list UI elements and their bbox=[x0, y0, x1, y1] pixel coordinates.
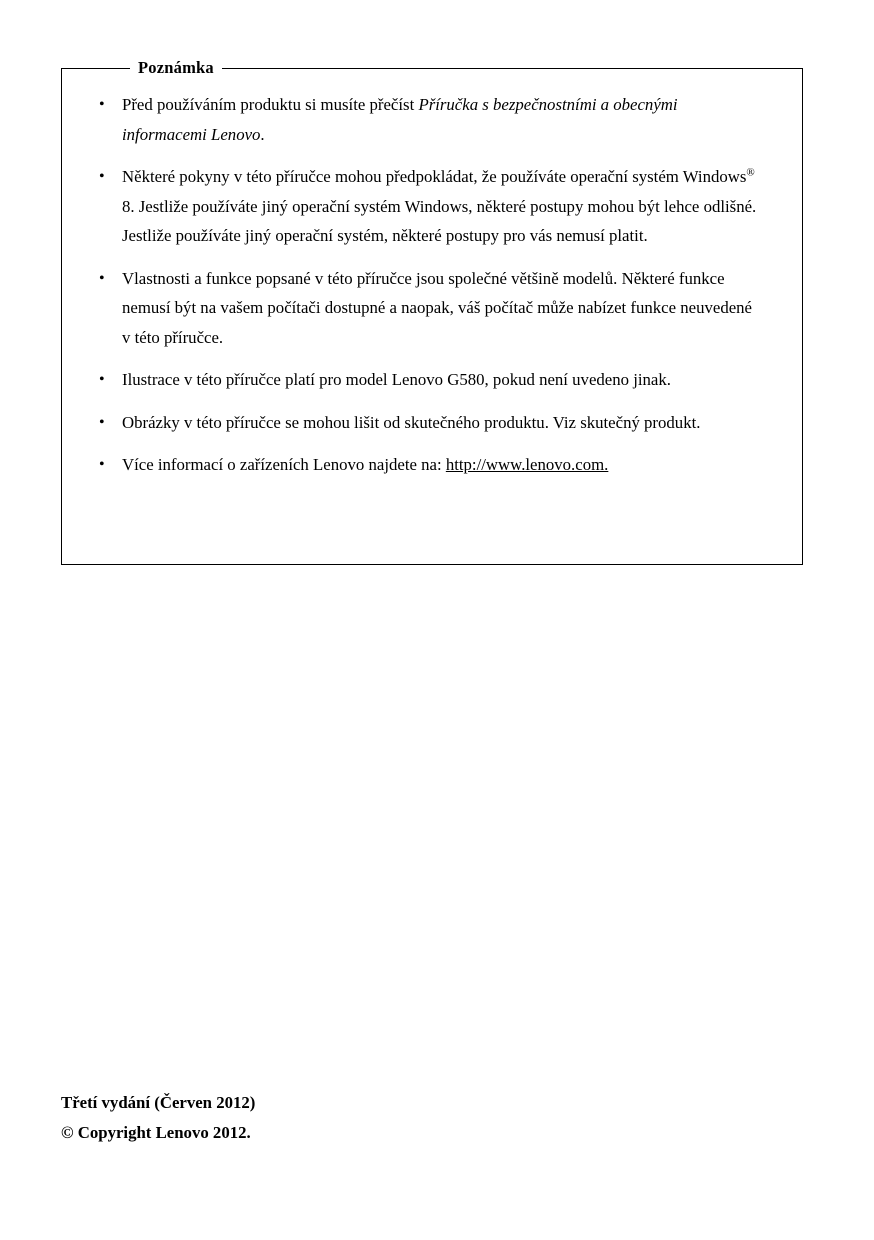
list-item bbox=[89, 365, 763, 395]
note-list bbox=[89, 90, 763, 480]
body-text: Obrázky v této příručce se mohou lišit od skutečného produktu. Viz skutečný produkt. bbox=[122, 412, 701, 432]
list-item bbox=[89, 408, 763, 438]
body-text: Vlastnosti a funkce popsané v této příručce jsou společné většině modelů. Některé funkce nemusí být na vašem počítači dostupné a naopak, váš počítač může nabízet funkce neuvedené v této příručce. bbox=[122, 268, 752, 347]
body-text: Některé pokyny v této příručce mohou předpokládat, že používáte operační systém Windows bbox=[122, 167, 747, 186]
body-text: Více informací o zařízeních Lenovo najdete na: bbox=[122, 455, 446, 474]
list-item bbox=[89, 264, 763, 353]
body-text: 8. Jestliže používáte jiný operační systém Windows, některé postupy mohou být lehce odlišné. Jestliže používáte jiný operační systém, některé postupy pro vás nemusí platit. bbox=[122, 196, 757, 245]
copyright-text: © Copyright Lenovo 2012. bbox=[61, 1123, 251, 1142]
footer-block bbox=[61, 1088, 255, 1148]
edition-text: Třetí vydání (Červen 2012) bbox=[61, 1093, 256, 1112]
emphasis-text: Příručka s bezpečnostními a obecnými informacemi Lenovo bbox=[122, 95, 678, 144]
body-text: Ilustrace v této příručce platí pro model Lenovo G580, pokud není uvedeno jinak. bbox=[122, 370, 671, 389]
list-item bbox=[89, 162, 763, 251]
list-item bbox=[89, 90, 763, 149]
body-text: Před používáním produktu si musíte přečíst bbox=[122, 95, 419, 114]
lenovo-website-link[interactable]: http://www.lenovo.com. bbox=[445, 455, 609, 474]
note-content bbox=[61, 90, 803, 480]
registered-mark: ® bbox=[746, 166, 755, 179]
body-text: . bbox=[260, 124, 265, 144]
note-legend-label: Poznámka bbox=[130, 58, 222, 78]
list-item bbox=[89, 450, 763, 480]
